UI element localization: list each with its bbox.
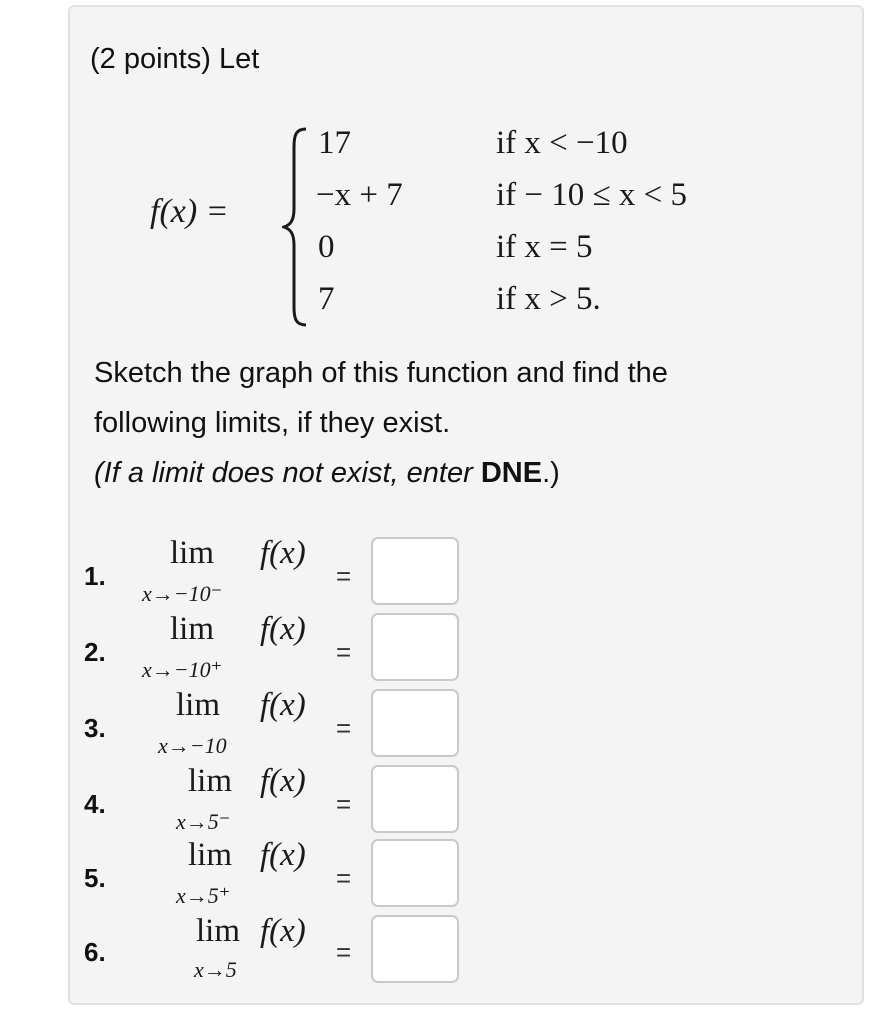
lim-subscript bbox=[194, 957, 237, 983]
lim-function bbox=[260, 535, 306, 572]
case-cond-4: if x > 5. bbox=[496, 281, 601, 317]
dne-note-bold: DNE bbox=[480, 457, 543, 489]
lim-function bbox=[260, 837, 306, 874]
piecewise-brace bbox=[282, 127, 310, 327]
lim-equals: = bbox=[336, 637, 352, 667]
lim-function-text: f(x) bbox=[260, 763, 306, 799]
lim-operator: lim bbox=[170, 611, 215, 647]
lim-subscript-text: x→5 bbox=[194, 957, 237, 982]
limit-number: 5. bbox=[84, 863, 106, 893]
instruction-line-2: following limits, if they exist. bbox=[94, 407, 451, 439]
lim-subscript-text: x→5⁺ bbox=[176, 883, 231, 908]
function-lhs bbox=[150, 193, 229, 231]
answer-input-6[interactable] bbox=[371, 915, 459, 983]
dne-note bbox=[94, 457, 560, 490]
instruction-line-1: Sketch the graph of this function and find the bbox=[94, 357, 668, 389]
lim-subscript bbox=[158, 733, 227, 759]
lim-subscript bbox=[142, 657, 222, 683]
lim-function-text: f(x) bbox=[260, 687, 306, 723]
lim-operator: lim bbox=[196, 913, 241, 949]
lim-operator: lim bbox=[188, 763, 233, 799]
lim-function-text: f(x) bbox=[260, 611, 306, 647]
lim-function-text: f(x) bbox=[260, 837, 306, 873]
limit-number: 6. bbox=[84, 937, 106, 967]
lim-function bbox=[260, 611, 306, 648]
case-expr-1: 17 bbox=[318, 125, 351, 161]
limit-number: 2. bbox=[84, 637, 106, 667]
function-lhs-text: f(x) = bbox=[150, 193, 229, 230]
lim-function-text: f(x) bbox=[260, 913, 306, 949]
answer-input-5[interactable] bbox=[371, 839, 459, 907]
lim-equals: = bbox=[336, 713, 352, 743]
answer-input-4[interactable] bbox=[371, 765, 459, 833]
case-expr-4: 7 bbox=[318, 281, 335, 317]
lim-equals: = bbox=[336, 561, 352, 591]
lim-subscript-text: x→−10⁺ bbox=[142, 657, 223, 682]
case-expr-2: −x + 7 bbox=[316, 177, 403, 213]
case-expr-3: 0 bbox=[318, 229, 335, 265]
lim-subscript bbox=[176, 809, 230, 835]
lim-subscript-text: x→−10⁻ bbox=[142, 581, 223, 606]
dne-note-suffix: .) bbox=[542, 457, 560, 489]
limit-number: 3. bbox=[84, 713, 106, 743]
lim-operator: lim bbox=[170, 535, 215, 571]
limit-number: 1. bbox=[84, 561, 106, 591]
lim-function-text: f(x) bbox=[260, 535, 306, 571]
dne-note-prefix: (If a limit does not exist, enter bbox=[94, 457, 481, 489]
lim-subscript-text: x→5⁻ bbox=[176, 809, 231, 834]
lim-function bbox=[260, 913, 306, 950]
answer-input-1[interactable] bbox=[371, 537, 459, 605]
lim-subscript-text: x→−10 bbox=[158, 733, 227, 758]
lim-operator: lim bbox=[188, 837, 233, 873]
lim-function bbox=[260, 763, 306, 800]
lim-operator: lim bbox=[176, 687, 221, 723]
problem-header: (2 points) Let bbox=[90, 43, 260, 75]
lim-equals: = bbox=[336, 937, 352, 967]
case-cond-2: if − 10 ≤ x < 5 bbox=[496, 177, 687, 213]
lim-subscript bbox=[142, 581, 222, 607]
problem-card bbox=[68, 5, 864, 1005]
limit-number: 4. bbox=[84, 789, 106, 819]
lim-equals: = bbox=[336, 863, 352, 893]
lim-subscript bbox=[176, 883, 230, 909]
case-cond-1: if x < −10 bbox=[496, 125, 628, 161]
lim-equals: = bbox=[336, 789, 352, 819]
lim-function bbox=[260, 687, 306, 724]
answer-input-2[interactable] bbox=[371, 613, 459, 681]
case-cond-3: if x = 5 bbox=[496, 229, 593, 265]
answer-input-3[interactable] bbox=[371, 689, 459, 757]
